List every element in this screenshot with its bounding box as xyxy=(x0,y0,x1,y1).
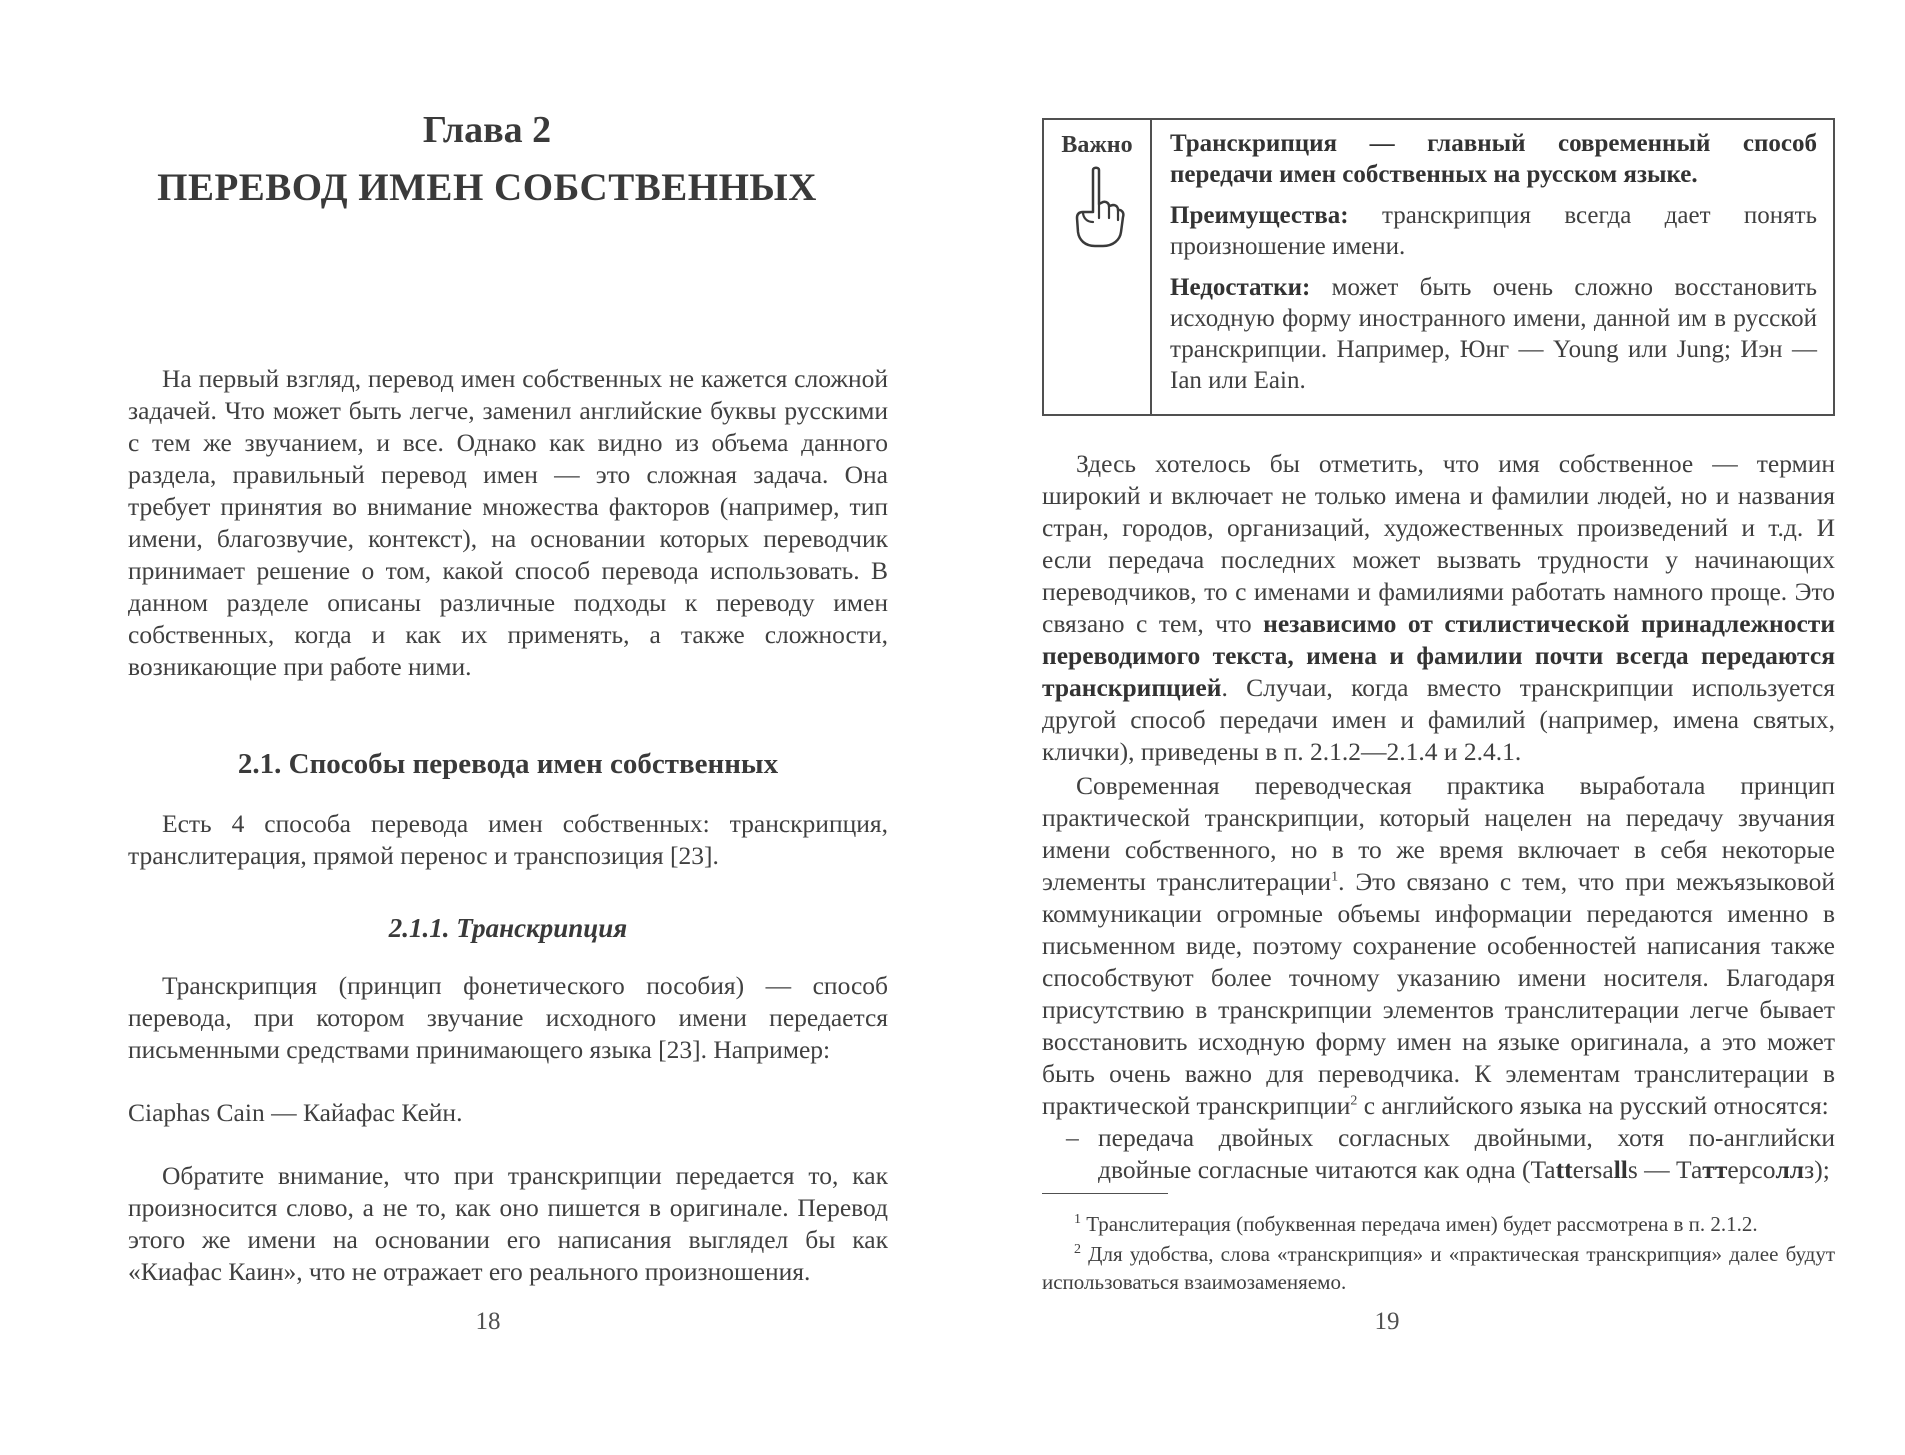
right-page xyxy=(952,0,1905,1455)
note-paragraph: Обратите внимание, что при транскрипции передается то, как произносится слово, а не то, как оно пишется в оригинале. Перевод этого же имени на основании его написания выглядел бы как «Киафас Каин», что не отражает его реального произношения. xyxy=(128,1161,888,1286)
disadvantages-text: Недостатки: может быть очень сложно восстановить исходную форму иностранного имени, данной им в русской транскрипции. Например, Юнг — Young или Jung; Иэн — Ian или Eain. xyxy=(1170,274,1817,394)
footnote-ref-1[interactable]: 1 xyxy=(1331,869,1339,885)
important-box-side xyxy=(1044,120,1152,414)
important-label: Важно xyxy=(1061,132,1133,158)
subsection-paragraph: Транскрипция (принцип фонетического пособия) — способ перевода, при котором звучание исходного имени передается письменными средствами принимающего языка [23]. Например: xyxy=(128,971,888,1064)
paragraph-names-scope: Здесь хотелось бы отметить, что имя собственное — термин широкий и включает не только имена и фамилии людей, но и названия стран, городов, организаций, художественных произведений и т.д. И если передача последних может вызвать трудности у начинающих переводчиков, то с именами и фамилиями работать намного проще. Это связано с тем, что независимо от стилистической принадлежности переводимого текста, имена и фамилии почти всегда передаются транскрипцией. Случаи, когда вместо транскрипции используется другой способ передачи имен и фамилий (например, имена святых, клички), приведены в п. 2.1.2—2.1.4 и 2.4.1. xyxy=(1042,449,1836,766)
page-number-right: 19 xyxy=(1374,1308,1400,1335)
list-dash: – xyxy=(1066,1123,1079,1152)
advantages-label: Преимущества: xyxy=(1170,202,1349,229)
advantages-text: Преимущества: транскрипция всегда дает понять произношение имени. xyxy=(1170,202,1817,260)
paragraph-practical-transcription: Современная переводческая практика выработала принцип практической транскрипции, который нацелен на передачу звучания имени собственного, но в то же время включает в себя некоторые элементы транслитерации$^1$. Это связано с тем, что при межъязыковой коммуникации огромные объемы информации передаются именно в письменном виде, поэтому сохранение особенностей написания также способствуют более точному указанию имени носителя. Благодаря присутствию в транскрипции элементов транслитерации легче бывает восстановить исходную форму имен на языке оригинала, а это может быть очень важно для переводчика. К элементам транслитерации в практической транскрипции$^2$ с английского языка на русский относятся: xyxy=(1042,771,1836,1120)
intro-paragraph: На первый взгляд, перевод имен собственных не кажется сложной задачей. Что может быть легче, заменил английские буквы русскими с тем же звучанием, и все. Однако как видно из объема данного раздела, правильный перевод имен — это сложная задача. Она требует принятия во внимание множества факторов (например, тип имени, благозвучие, контекст), на основании которых переводчик принимает решение о том, какой способ перевода использовать. В данном разделе описаны различные подходы к переводу имен собственных, когда и как их применять, а также сложности, возникающие при работе ними. xyxy=(128,364,888,681)
section-heading: 2.1. Способы перевода имен собственных xyxy=(237,748,779,780)
page-number-left: 18 xyxy=(475,1308,501,1335)
footnote-2: $^2$ Для удобства, слова «транскрипция» и «практическая транскрипция» далее будут использоваться взаимозаменяемо. xyxy=(1042,1242,1835,1294)
chapter-number: Глава 2 xyxy=(422,109,552,151)
example-line: Ciaphas Cain — Кайафас Кейн. xyxy=(128,1098,463,1127)
disadvantages-label: Недостатки: xyxy=(1170,274,1311,301)
emphasis-text: независимо от стилистической принадлежности переводимого текста, имена и фамилии почти всегда передаются транскрипцией xyxy=(1042,609,1836,702)
pointing-finger-icon xyxy=(1069,166,1125,252)
list-item: – передача двойных согласных двойными, хотя по-английски двойные согласные читаются как одна (Tattersalls — Таттерсоллз); xyxy=(1066,1123,1835,1184)
section-paragraph: Есть 4 способа перевода имен собственных: транскрипция, транслитерация, прямой перенос и транспозиция [23]. xyxy=(128,809,888,870)
important-box-content xyxy=(1152,120,1833,406)
important-box xyxy=(1042,118,1835,416)
subsection-heading: 2.1.1. Транскрипция xyxy=(388,913,628,943)
footnote-1: $^1$ Транслитерация (побуквенная передача имен) будет рассмотрена в п. 2.1.2. xyxy=(1074,1212,1758,1236)
left-page xyxy=(0,0,952,1455)
footnote-separator xyxy=(1042,1193,1168,1194)
chapter-title: ПЕРЕВОД ИМЕН СОБСТВЕННЫХ xyxy=(157,166,817,209)
important-lead: Транскрипция — главный современный способ передачи имен собственных на русском языке. xyxy=(1170,130,1817,188)
footnote-ref-2[interactable]: 2 xyxy=(1350,1093,1358,1109)
